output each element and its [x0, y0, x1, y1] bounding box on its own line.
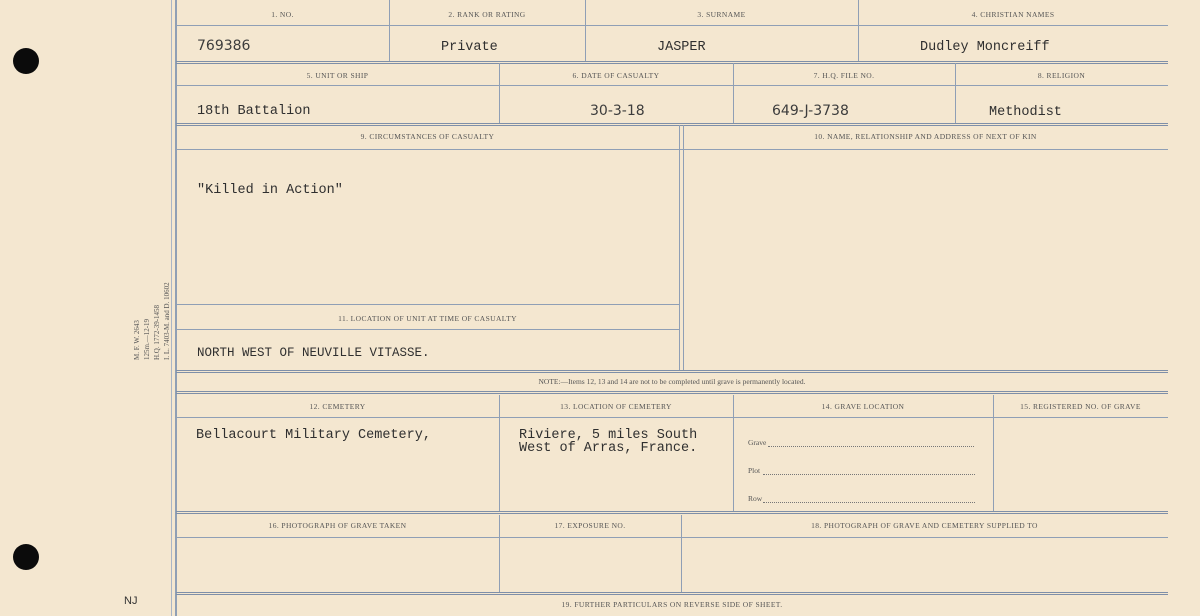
plot-field-line [763, 474, 975, 475]
grave-field-line [768, 446, 974, 447]
divider [993, 395, 994, 511]
divider [176, 417, 1168, 418]
divider [176, 149, 1168, 150]
punch-hole [13, 48, 39, 74]
header-grave-location: 14. GRAVE LOCATION [821, 402, 905, 411]
header-further-particulars: 19. FURTHER PARTICULARS ON REVERSE SIDE OF SHEET. [561, 600, 783, 609]
header-no: 1. NO. [271, 10, 294, 19]
header-registered-no: 15. REGISTERED NO. OF GRAVE [1020, 402, 1141, 411]
header-location-unit: 11. LOCATION OF UNIT AT TIME OF CASUALTY [338, 314, 517, 323]
clerk-initials: NJ [124, 595, 138, 607]
divider [176, 511, 1168, 514]
unit-value: 18th Battalion [197, 104, 311, 119]
row-field-line [763, 502, 975, 503]
divider [176, 329, 679, 330]
form-code: I. L. 7403-M. and D. 10602 [163, 282, 171, 360]
form-codes [132, 282, 172, 360]
location-unit-value: NORTH WEST OF NEUVILLE VITASSE. [197, 346, 430, 360]
christian-names-value: Dudley Moncreiff [920, 40, 1050, 55]
header-date: 6. DATE OF CASUALTY [572, 71, 660, 80]
header-photo-supplied: 18. PHOTOGRAPH OF GRAVE AND CEMETERY SUPPLIED TO [811, 521, 1038, 530]
header-circumstances: 9. CIRCUMSTANCES OF CASUALTY [360, 132, 495, 141]
header-file: 7. H.Q. FILE NO. [813, 71, 875, 80]
cemetery-value: Bellacourt Military Cemetery, [196, 428, 431, 443]
header-surname: 3. SURNAME [697, 10, 746, 19]
header-cemetery-location: 13. LOCATION OF CEMETERY [560, 402, 672, 411]
header-christian-names: 4. CHRISTIAN NAMES [971, 10, 1055, 19]
divider [733, 395, 734, 511]
divider [176, 61, 1168, 64]
grave-field-label: Grave [748, 438, 767, 447]
punch-hole [13, 544, 39, 570]
divider [176, 370, 1168, 373]
file-value: 649-J-3738 [772, 103, 849, 119]
divider [176, 123, 1168, 126]
plot-field-label: Plot [748, 466, 761, 475]
divider [176, 85, 1168, 86]
divider [176, 25, 1168, 26]
form-code: H.Q. 1772-39-1458 [153, 304, 161, 360]
divider [176, 537, 1168, 538]
form-code: M. F. W. 2643 [133, 320, 141, 360]
header-cemetery: 12. CEMETERY [309, 402, 366, 411]
cemetery-location-line2: West of Arras, France. [519, 441, 698, 456]
divider [499, 395, 500, 511]
divider [683, 125, 684, 370]
divider [176, 391, 1168, 394]
form-code: 125m.—12-19 [143, 318, 151, 360]
religion-value: Methodist [989, 105, 1062, 120]
date-value: 30-3-18 [590, 103, 645, 119]
header-rank: 2. RANK OR RATING [448, 10, 526, 19]
divider [176, 592, 1168, 595]
header-religion: 8. RELIGION [1037, 71, 1086, 80]
header-photo-taken: 16. PHOTOGRAPH OF GRAVE TAKEN [268, 521, 407, 530]
rank-value: Private [441, 40, 498, 55]
cemetery-location-line1: Riviere, 5 miles South [519, 428, 698, 443]
divider [679, 125, 680, 370]
completion-note: NOTE:—Items 12, 13 and 14 are not to be completed until grave is permanently located. [538, 377, 806, 386]
header-unit: 5. UNIT OR SHIP [306, 71, 369, 80]
surname-value: JASPER [657, 40, 706, 55]
header-next-of-kin: 10. NAME, RELATIONSHIP AND ADDRESS OF NEXT OF KIN [814, 132, 1037, 141]
header-exposure: 17. EXPOSURE NO. [554, 521, 626, 530]
row-field-label: Row [748, 494, 763, 503]
circumstances-value: "Killed in Action" [197, 183, 343, 198]
regimental-number: 769386 [197, 38, 251, 54]
divider [176, 304, 679, 305]
